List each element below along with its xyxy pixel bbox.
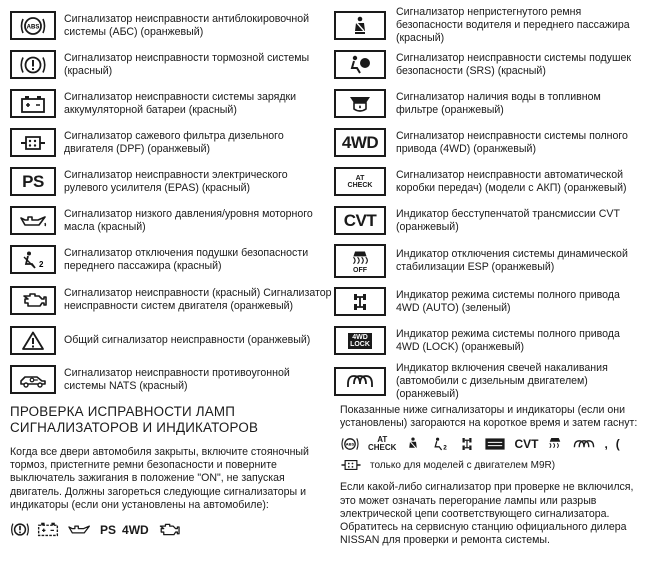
brake-warning-icon bbox=[10, 50, 56, 79]
indicator-row-4wd-auto bbox=[334, 282, 644, 321]
4wd-indicator-label: 4WD bbox=[122, 522, 149, 537]
ps-icon bbox=[10, 167, 56, 196]
indicator-row-4wd-lock bbox=[334, 321, 644, 360]
malfunction-paragraph: Если какой-либо сигнализатор при проверке не включился, это может означать перегорание лампы или разрыв электрической цепи соответствующего сигнализатора. Обратитесь на сервисную станцию официального дилера NISSAN для проверки и ремонта системы. bbox=[340, 481, 634, 547]
indicator-row-cvt bbox=[334, 201, 644, 240]
4wd-auto-icon bbox=[334, 287, 386, 316]
indicator-description: Индикатор режима системы полного привода 4WD (LOCK) (оранжевый) bbox=[396, 327, 620, 353]
indicator-description: Общий сигнализатор неисправности (оранжевый) bbox=[64, 334, 311, 346]
nats-car-key-icon bbox=[10, 365, 56, 394]
passenger-airbag-off-icon bbox=[430, 436, 450, 452]
indicator-row-esp-off bbox=[334, 240, 644, 282]
oil-can-icon bbox=[10, 206, 56, 235]
engine-icon bbox=[10, 286, 56, 315]
lamp-check-section bbox=[10, 404, 322, 538]
indicator-row-abs bbox=[10, 6, 332, 45]
esp-off-icon bbox=[546, 436, 564, 452]
indicator-description: Сигнализатор неисправности системы подушек безопасности (SRS) (красный) bbox=[396, 51, 631, 77]
indicator-description: Сигнализатор неисправности системы зарядки аккумуляторной батареи (красный) bbox=[64, 90, 297, 116]
brief-lamps-paragraph: Показанные ниже сигнализаторы и индикаторы (если они установлены) загораются на короткое время и затем гаснут: bbox=[340, 404, 638, 430]
at-check-icon bbox=[334, 167, 386, 196]
indicator-row-srs bbox=[334, 45, 644, 84]
oil-can-icon bbox=[66, 521, 94, 538]
indicator-row-water-in-fuel bbox=[334, 84, 644, 123]
indicator-description: Сигнализатор низкого давления/уровня моторного масла (красный) bbox=[64, 207, 313, 233]
indicator-row-brake bbox=[10, 45, 332, 84]
indicator-row-general-warning bbox=[10, 321, 332, 360]
4wd-lock-icon bbox=[334, 326, 386, 355]
indicator-description: Сигнализатор непристегнутого ремня безопасности водителя и переднего пассажира (красный) bbox=[396, 6, 630, 44]
strip-cvt-label: CVT bbox=[514, 437, 539, 452]
indicator-description: Сигнализатор наличия воды в топливном фильтре (оранжевый) bbox=[396, 90, 601, 116]
passenger-airbag-off-icon bbox=[10, 245, 56, 274]
srs-airbag-icon bbox=[334, 50, 386, 79]
at-check-top-label: AT bbox=[355, 174, 365, 182]
indicator-row-passenger-airbag bbox=[10, 240, 332, 279]
seatbelt-icon bbox=[404, 436, 422, 452]
section-title-line1: ПРОВЕРКА ИСПРАВНОСТИ ЛАМП bbox=[10, 404, 236, 419]
4wd-lock-top-label: 4WD bbox=[352, 333, 368, 341]
indicator-row-ps bbox=[10, 162, 332, 201]
abs-icon bbox=[340, 436, 360, 452]
esp-off-icon bbox=[334, 244, 386, 278]
4wd-lock-bottom-label: LOCK bbox=[350, 340, 370, 348]
dpf-icon bbox=[340, 457, 362, 473]
indicator-row-battery bbox=[10, 84, 332, 123]
svg-text:2: 2 bbox=[39, 259, 44, 269]
indicator-description: Сигнализатор неисправности противоугонной системы NATS (красный) bbox=[64, 366, 290, 392]
4wd-icon bbox=[334, 128, 386, 157]
glow-plug-icon bbox=[334, 367, 386, 396]
indicator-description: Индикатор бесступенчатой трансмиссии CVT (оранжевый) bbox=[396, 207, 620, 233]
water-in-fuel-icon bbox=[334, 89, 386, 118]
indicator-row-engine bbox=[10, 279, 332, 321]
indicator-description: Сигнализатор неисправности автоматической коробки передач) (модели с АКП) (оранжевый) bbox=[396, 168, 627, 194]
indicator-row-glow-plug bbox=[334, 360, 644, 402]
section-title bbox=[10, 404, 322, 436]
abs-icon bbox=[10, 11, 56, 40]
check-procedure-paragraph: Когда все двери автомобиля закрыты, включите стояночный тормоз, пристегните ремни безопасности и поверните выключатель зажигания в положение "ON", не запуская двигатель. Должны загореться следующие сигнализаторы и индикаторы (если они установлены на автомобиле): bbox=[10, 446, 309, 511]
indicator-description: Индикатор отключения системы динамической стабилизации ESP (оранжевый) bbox=[396, 248, 628, 273]
indicator-description: Индикатор режима системы полного привода 4WD (AUTO) (зеленый) bbox=[396, 288, 620, 314]
battery-icon bbox=[36, 521, 60, 538]
indicator-description: Сигнализатор неисправности антиблокировочной системы (АБС) (оранжевый) bbox=[64, 12, 310, 38]
right-indicator-column bbox=[334, 6, 644, 402]
indicator-row-seatbelt bbox=[334, 6, 644, 45]
indicator-row-oil bbox=[10, 201, 332, 240]
general-warning-icon bbox=[10, 326, 56, 355]
4wd-lock-icon bbox=[484, 436, 506, 452]
strip-note: только для моделей с двигателем M9R) bbox=[370, 459, 556, 471]
indicator-description: Сигнализатор неисправности тормозной системы (красный) bbox=[64, 51, 310, 77]
indicator-row-4wd bbox=[334, 123, 644, 162]
svg-text:ABS: ABS bbox=[345, 442, 355, 448]
svg-text:ABS: ABS bbox=[26, 24, 40, 30]
esp-off-label: OFF bbox=[353, 266, 367, 274]
indicator-row-nats bbox=[10, 360, 332, 399]
brake-warning-icon bbox=[10, 521, 30, 538]
indicator-row-dpf bbox=[10, 123, 332, 162]
ps-indicator-label: PS bbox=[100, 522, 117, 537]
4wd-auto-icon bbox=[458, 436, 476, 452]
indicator-description: Сигнализатор сажевого фильтра дизельного двигателя (DPF) (оранжевый) bbox=[64, 129, 284, 155]
dpf-icon bbox=[10, 128, 56, 157]
indicator-description: Сигнализатор неисправности системы полного привода (4WD) (оранжевый) bbox=[396, 129, 628, 155]
strip-at-top-label: AT bbox=[377, 435, 388, 445]
strip-at-bottom-label: CHECK bbox=[368, 443, 397, 453]
section-title-line2: СИГНАЛИЗАТОРОВ И ИНДИКАТОРОВ bbox=[10, 420, 259, 435]
glow-plug-icon bbox=[572, 436, 596, 452]
battery-icon bbox=[10, 89, 56, 118]
indicator-description: Индикатор включения свечей накаливания (автомобили с дизельным двигателем) (оранжевый) bbox=[396, 361, 608, 400]
cvt-icon bbox=[334, 206, 386, 235]
indicator-description: Сигнализатор неисправности (красный) Сигнализатор неисправности систем двигателя (оранжевый) bbox=[64, 287, 332, 312]
left-indicator-column bbox=[10, 6, 332, 399]
indicator-description: Сигнализатор отключения подушки безопасности переднего пассажира (красный) bbox=[64, 246, 309, 272]
svg-text:2: 2 bbox=[443, 445, 448, 453]
lamps-on-icon-strip bbox=[10, 521, 322, 538]
4wd-icon-label: 4WD bbox=[341, 132, 379, 152]
at-check-bottom-label: CHECK bbox=[347, 181, 373, 189]
engine-icon bbox=[155, 521, 181, 538]
ps-icon-label: PS bbox=[22, 171, 44, 191]
indicator-description: Сигнализатор неисправности электрического рулевого усилителя (EPAS) (красный) bbox=[64, 168, 288, 194]
seatbelt-icon bbox=[334, 11, 386, 40]
cvt-icon-label: CVT bbox=[343, 210, 377, 230]
lamp-check-notes bbox=[340, 404, 646, 547]
indicator-row-at-check bbox=[334, 162, 644, 201]
brief-lamps-icon-strip: ABS AT CHECK 2 CVT , ( только для моделей с двигателем M9R) bbox=[340, 436, 646, 473]
